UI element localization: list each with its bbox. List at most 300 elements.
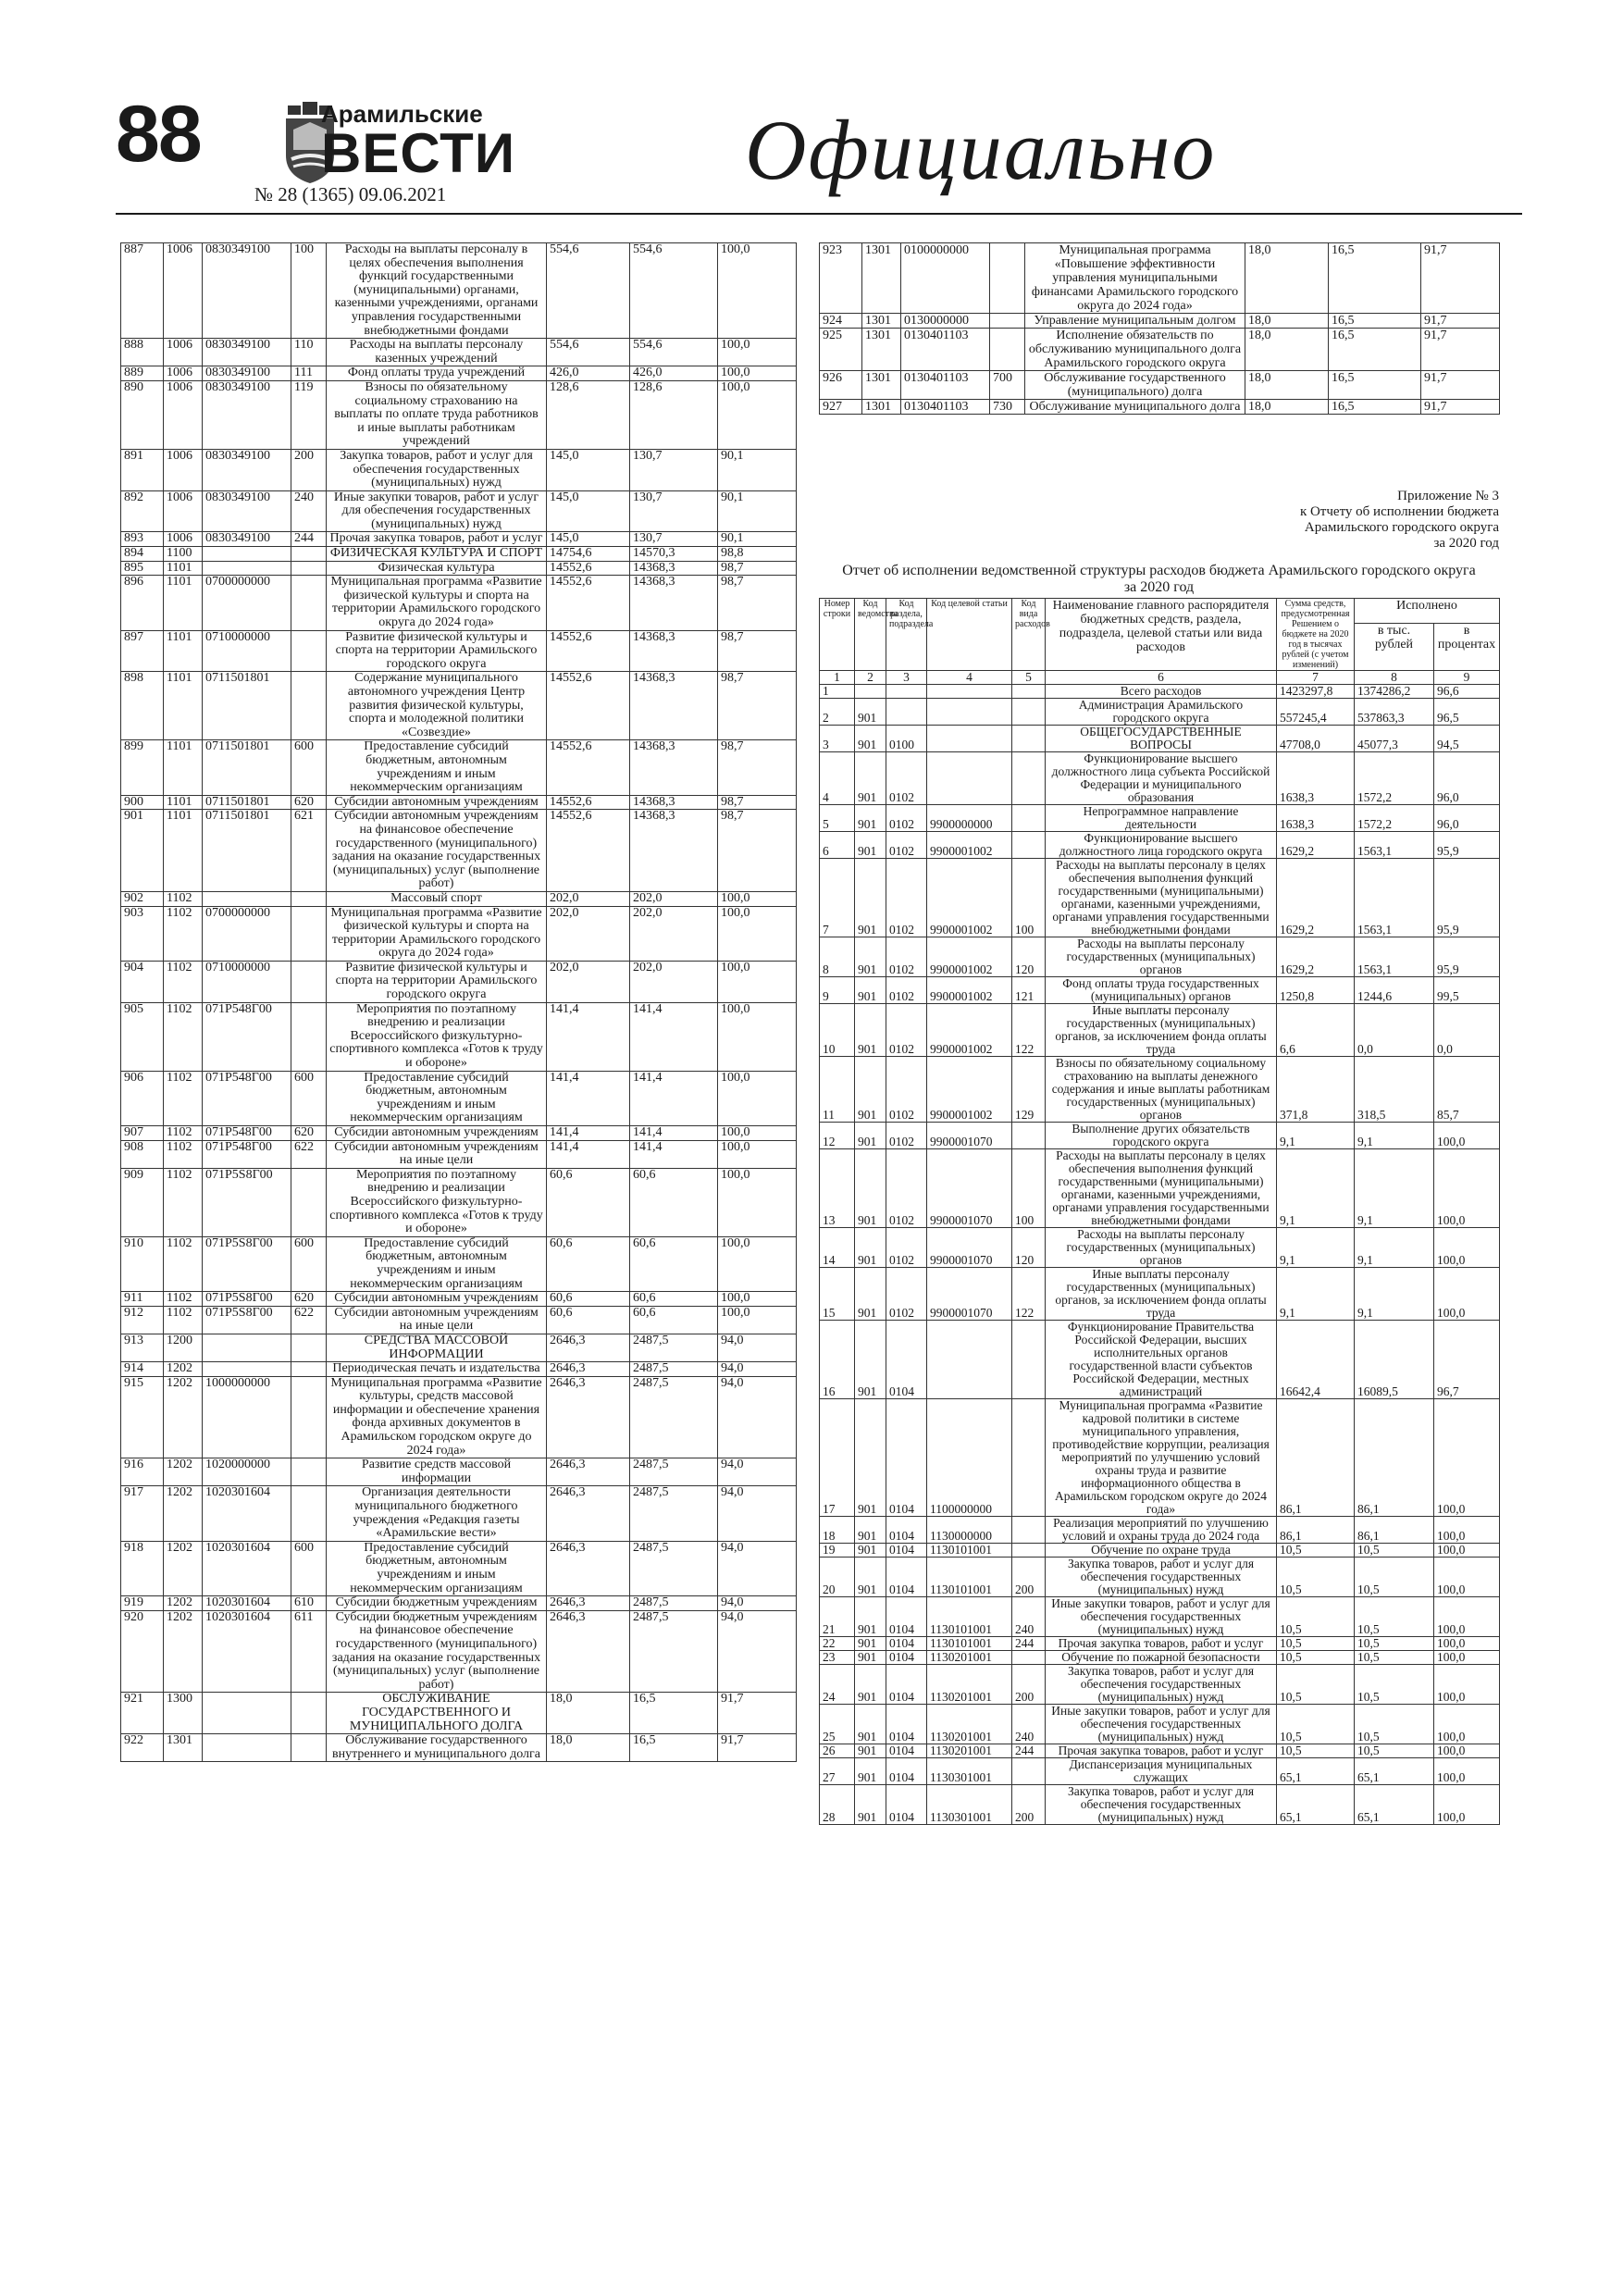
col-header-executed-percent: в процентах	[1434, 623, 1500, 670]
column-number-cell: 9	[1434, 671, 1500, 685]
table-cell: 141,4	[630, 1002, 718, 1071]
table-cell: 622	[291, 1306, 327, 1334]
table-cell-description: Организация деятельности муниципального бюджетного учреждения «Редакция газеты «Арамильские вести»	[327, 1486, 547, 1541]
table-cell: 901	[855, 832, 886, 859]
table-cell: 0830349100	[203, 449, 291, 490]
table-cell: 620	[291, 1292, 327, 1307]
section-title: Официально	[745, 103, 1217, 197]
table-cell: 2487,5	[630, 1596, 718, 1611]
appendix-note	[1138, 489, 1499, 552]
table-cell: 244	[291, 532, 327, 547]
table-cell: 9900001070	[927, 1149, 1012, 1228]
table-cell: 1563,1	[1355, 859, 1434, 937]
table-cell: 1102	[164, 1306, 203, 1334]
table-cell: 897	[121, 630, 164, 672]
table-cell: 1374286,2	[1355, 685, 1434, 699]
table-cell	[1012, 685, 1046, 699]
table-cell-description: Расходы на выплаты персоналу казенных учреждений	[327, 339, 547, 366]
table-cell: 1006	[164, 366, 203, 381]
table-row	[121, 1596, 797, 1611]
table-cell: 0130401103	[901, 400, 990, 415]
table-cell: 620	[291, 795, 327, 810]
table-cell: 901	[855, 805, 886, 832]
table-cell	[291, 1168, 327, 1236]
table-cell: 98,7	[718, 740, 797, 795]
table-cell: 9900001002	[927, 1004, 1012, 1057]
table-cell: 100	[291, 243, 327, 339]
table-cell: 9,1	[1277, 1149, 1355, 1228]
table-cell: 600	[291, 1541, 327, 1595]
table-cell	[291, 1376, 327, 1458]
table-cell: 200	[1012, 1785, 1046, 1825]
table-cell: 100,0	[1434, 1744, 1500, 1758]
table-cell	[291, 1362, 327, 1377]
table-row	[820, 1517, 1500, 1544]
table-cell: 1102	[164, 1126, 203, 1141]
table-cell: 98,7	[718, 561, 797, 576]
table-cell: 100,0	[718, 1306, 797, 1334]
table-cell	[291, 1734, 327, 1762]
table-cell: 100,0	[1434, 1123, 1500, 1149]
table-cell: 0102	[886, 1057, 927, 1123]
table-cell-description: СРЕДСТВА МАССОВОЙ ИНФОРМАЦИИ	[327, 1334, 547, 1361]
table-cell	[927, 726, 1012, 752]
table-cell: 100,0	[718, 339, 797, 366]
table-cell	[291, 1693, 327, 1734]
table-cell: 17	[820, 1399, 855, 1517]
table-cell: 2646,3	[547, 1458, 630, 1486]
table-row	[121, 1168, 797, 1236]
table-cell: 896	[121, 576, 164, 630]
table-row	[820, 314, 1500, 329]
table-cell-description: Развитие физической культуры и спорта на территории Арамильского городского округа	[327, 961, 547, 1002]
table-cell	[203, 1334, 291, 1361]
table-row	[820, 859, 1500, 937]
table-cell: 94,0	[718, 1334, 797, 1361]
table-cell: 96,7	[1434, 1321, 1500, 1399]
table-cell: 9900000000	[927, 805, 1012, 832]
table-cell: 110	[291, 339, 327, 366]
table-cell-description: Управление муниципальным долгом	[1025, 314, 1245, 329]
table-row	[121, 339, 797, 366]
table-cell: 0104	[886, 1785, 927, 1825]
table-row	[820, 1558, 1500, 1597]
table-row	[820, 1399, 1500, 1517]
table-cell: 24	[820, 1665, 855, 1705]
table-cell: 60,6	[630, 1306, 718, 1334]
table-row	[820, 1321, 1500, 1399]
table-cell: 120	[1012, 937, 1046, 977]
table-cell: 901	[855, 726, 886, 752]
table-cell-description: Обслуживание государственного (муниципального) долга	[1025, 371, 1245, 400]
table-cell: 371,8	[1277, 1057, 1355, 1123]
table-cell: 122	[1012, 1004, 1046, 1057]
table-cell: 91,7	[1421, 329, 1500, 371]
table-cell: 119	[291, 380, 327, 449]
table-cell: 86,1	[1277, 1399, 1355, 1517]
table-cell-description: Субсидии автономным учреждениям	[327, 1126, 547, 1141]
table-cell-description: Диспансеризация муниципальных служащих	[1046, 1758, 1277, 1785]
table-cell: 2	[820, 699, 855, 726]
table-cell: 9,1	[1277, 1123, 1355, 1149]
table-cell: 9900001070	[927, 1268, 1012, 1321]
table-cell: 2646,3	[547, 1376, 630, 1458]
table-cell: 111	[291, 366, 327, 381]
table-cell: 100,0	[1434, 1558, 1500, 1597]
table-cell: 2646,3	[547, 1362, 630, 1377]
table-cell: 887	[121, 243, 164, 339]
table-cell: 2646,3	[547, 1610, 630, 1693]
table-cell: 1629,2	[1277, 859, 1355, 937]
table-cell: 9900001002	[927, 859, 1012, 937]
table-cell: 16,5	[630, 1693, 718, 1734]
table-cell: 1301	[862, 400, 901, 415]
table-cell: 071P5S8Г00	[203, 1292, 291, 1307]
table-cell: 2646,3	[547, 1486, 630, 1541]
table-cell: 610	[291, 1596, 327, 1611]
table-cell: 1101	[164, 672, 203, 740]
table-row	[820, 1057, 1500, 1123]
table-cell-description: Предоставление субсидий бюджетным, автономным учреждениям и иным некоммерческим организациям	[327, 1236, 547, 1291]
table-cell: 6,6	[1277, 1004, 1355, 1057]
table-row	[121, 1126, 797, 1141]
table-cell: 240	[1012, 1705, 1046, 1744]
table-cell: 0100	[886, 726, 927, 752]
table-cell: 14754,6	[547, 547, 630, 562]
table-cell	[1012, 1321, 1046, 1399]
table-cell: 95,9	[1434, 832, 1500, 859]
table-cell: 1006	[164, 490, 203, 532]
table-cell: 14368,3	[630, 630, 718, 672]
table-row	[121, 1541, 797, 1595]
table-cell: 10,5	[1277, 1665, 1355, 1705]
table-cell: 901	[855, 1637, 886, 1651]
table-cell: 1102	[164, 1071, 203, 1125]
table-cell: 2646,3	[547, 1541, 630, 1595]
left-table-body	[121, 243, 797, 1762]
table-row	[820, 1123, 1500, 1149]
table-cell: 1006	[164, 380, 203, 449]
table-row	[820, 371, 1500, 400]
table-cell-description: Фонд оплаты труда государственных (муниципальных) органов	[1046, 977, 1277, 1004]
table-cell: 1101	[164, 810, 203, 892]
table-cell: 1202	[164, 1596, 203, 1611]
table-cell: 6	[820, 832, 855, 859]
table-row	[121, 1486, 797, 1541]
table-cell: 100,0	[1434, 1705, 1500, 1744]
table-cell: 0102	[886, 859, 927, 937]
table-cell: 10,5	[1355, 1744, 1434, 1758]
report-title-line: Отчет об исполнении ведомственной структуры расходов бюджета Арамильского городского округа	[842, 563, 1476, 578]
table-cell	[291, 561, 327, 576]
table-cell: 91,7	[1421, 371, 1500, 400]
table-cell: 95,9	[1434, 859, 1500, 937]
table-cell: 0102	[886, 805, 927, 832]
table-row	[820, 832, 1500, 859]
table-cell: 94,0	[718, 1610, 797, 1693]
table-cell: 2487,5	[630, 1334, 718, 1361]
table-cell	[855, 685, 886, 699]
table-cell	[203, 1362, 291, 1377]
table-cell: 888	[121, 339, 164, 366]
table-cell: 901	[855, 937, 886, 977]
table-row	[820, 329, 1500, 371]
table-cell: 1101	[164, 561, 203, 576]
table-cell: 14552,6	[547, 740, 630, 795]
table-cell: 1101	[164, 795, 203, 810]
table-cell: 1629,2	[1277, 937, 1355, 977]
table-cell: 9,1	[1355, 1268, 1434, 1321]
table-cell: 901	[855, 1268, 886, 1321]
expenditure-structure-table	[819, 598, 1500, 1825]
table-cell: 901	[855, 1665, 886, 1705]
table-row	[820, 400, 1500, 415]
table-cell: 16,5	[1329, 243, 1421, 314]
table-cell: 1301	[164, 1734, 203, 1762]
table-cell: 901	[855, 1004, 886, 1057]
table-cell: 919	[121, 1596, 164, 1611]
table-cell: 912	[121, 1306, 164, 1334]
table-row	[820, 937, 1500, 977]
table-cell: 901	[855, 1517, 886, 1544]
table-row	[121, 1734, 797, 1762]
table-cell: 2487,5	[630, 1541, 718, 1595]
table-cell: 1102	[164, 1292, 203, 1307]
table-cell: 0711501801	[203, 740, 291, 795]
report-title	[819, 563, 1499, 596]
table-cell: 10,5	[1355, 1637, 1434, 1651]
table-cell: 0130401103	[901, 329, 990, 371]
table-cell	[291, 547, 327, 562]
table-cell-description: Субсидии автономным учреждениям	[327, 795, 547, 810]
table-cell-description: Обслуживание муниципального долга	[1025, 400, 1245, 415]
table-cell: 26	[820, 1744, 855, 1758]
table-row	[121, 547, 797, 562]
table-cell: 202,0	[630, 961, 718, 1002]
table-row	[121, 891, 797, 906]
table-cell: 894	[121, 547, 164, 562]
table-cell: 202,0	[547, 891, 630, 906]
table-cell-description: Прочая закупка товаров, работ и услуг	[1046, 1637, 1277, 1651]
table-cell: 891	[121, 449, 164, 490]
header-divider	[116, 213, 1522, 215]
table-cell	[291, 961, 327, 1002]
table-cell: 91,7	[1421, 243, 1500, 314]
table-cell: 100,0	[1434, 1665, 1500, 1705]
table-cell-description: Функционирование Правительства Российской Федерации, высших исполнительных органов государственной власти субъектов Российской Федерации, местных администраций	[1046, 1321, 1277, 1399]
table-row	[820, 1637, 1500, 1651]
table-cell: 071P548Г00	[203, 1140, 291, 1168]
table-cell-description: Реализация мероприятий по улучшению условий и охраны труда до 2024 года	[1046, 1517, 1277, 1544]
table-cell-description: Обучение по пожарной безопасности	[1046, 1651, 1277, 1665]
table-cell: 1006	[164, 243, 203, 339]
table-cell: 621	[291, 810, 327, 892]
table-cell: 1006	[164, 532, 203, 547]
table-cell-description: Иные закупки товаров, работ и услуг для обеспечения государственных (муниципальных) нужд	[327, 490, 547, 532]
table-cell: 9,1	[1355, 1123, 1434, 1149]
table-cell-description: Иные выплаты персоналу государственных (муниципальных) органов, за исключением фонда оплаты труда	[1046, 1004, 1277, 1057]
table-cell: 1020301604	[203, 1610, 291, 1693]
table-cell: 100,0	[1434, 1149, 1500, 1228]
table-cell: 0830349100	[203, 380, 291, 449]
table-cell-description: Администрация Арамильского городского округа	[1046, 699, 1277, 726]
table-cell: 1202	[164, 1486, 203, 1541]
table-cell: 893	[121, 532, 164, 547]
table-cell	[886, 699, 927, 726]
table-cell: 0104	[886, 1744, 927, 1758]
col-header-planned-sum: Сумма средств, предусмотренная Решением о бюджете на 2020 год в тысячах рублей (с учетом изменений)	[1277, 599, 1355, 671]
table-cell-description: Взносы по обязательному социальному страхованию на выплаты по оплате труда работников и иные выплаты работникам учреждений	[327, 380, 547, 449]
table-cell: 1100000000	[927, 1399, 1012, 1517]
appendix-line: за 2020 год	[1433, 536, 1499, 551]
table-cell: 920	[121, 1610, 164, 1693]
table-cell: 12	[820, 1123, 855, 1149]
table-cell: 141,4	[630, 1126, 718, 1141]
table-cell: 1638,3	[1277, 752, 1355, 805]
table-row	[121, 961, 797, 1002]
table-cell: 1202	[164, 1541, 203, 1595]
table-cell	[291, 1002, 327, 1071]
table-cell: 100,0	[718, 1071, 797, 1125]
table-cell: 901	[855, 1758, 886, 1785]
table-row	[121, 1002, 797, 1071]
table-cell: 2487,5	[630, 1486, 718, 1541]
table-cell: 141,4	[630, 1140, 718, 1168]
report-title-line: за 2020 год	[1123, 579, 1195, 595]
table-cell: 071P548Г00	[203, 1071, 291, 1125]
table-cell: 18,0	[547, 1693, 630, 1734]
table-cell: 14552,6	[547, 795, 630, 810]
table-cell: 141,4	[547, 1071, 630, 1125]
table-cell: 1244,6	[1355, 977, 1434, 1004]
table-cell: 4	[820, 752, 855, 805]
table-cell: 1130000000	[927, 1517, 1012, 1544]
table-cell	[1012, 699, 1046, 726]
table-cell: 0102	[886, 1149, 927, 1228]
table-cell: 901	[855, 1705, 886, 1744]
table-row	[820, 243, 1500, 314]
table-cell: 0100000000	[901, 243, 990, 314]
column-number-row	[820, 671, 1500, 685]
table-cell-description: Субсидии бюджетным учреждениям на финансовое обеспечение государственного (муниципального) задания на оказание государственных (муниципальных) услуг (выполнение работ)	[327, 1610, 547, 1693]
table-cell: 1202	[164, 1376, 203, 1458]
table-cell: 14368,3	[630, 810, 718, 892]
table-row	[121, 576, 797, 630]
table-cell: 100,0	[1434, 1228, 1500, 1268]
table-cell: 60,6	[630, 1292, 718, 1307]
table-cell: 730	[990, 400, 1025, 415]
table-row	[121, 366, 797, 381]
table-cell: 0830349100	[203, 243, 291, 339]
table-cell-description: Предоставление субсидий бюджетным, автономным учреждениям и иным некоммерческим организациям	[327, 1071, 547, 1125]
table-cell: 91,7	[718, 1734, 797, 1762]
table-row	[121, 1306, 797, 1334]
table-cell-description: Субсидии автономным учреждениям на иные цели	[327, 1306, 547, 1334]
table-cell	[1012, 1517, 1046, 1544]
table-cell: 60,6	[630, 1168, 718, 1236]
table-cell: 244	[1012, 1637, 1046, 1651]
table-cell-description: Иные выплаты персоналу государственных (муниципальных) органов, за исключением фонда оплаты труда	[1046, 1268, 1277, 1321]
table-cell: 1563,1	[1355, 832, 1434, 859]
table-cell: 10,5	[1355, 1597, 1434, 1637]
table-cell: 10,5	[1277, 1651, 1355, 1665]
table-row	[121, 380, 797, 449]
right-top-table-body	[820, 243, 1500, 415]
table-cell: 18	[820, 1517, 855, 1544]
table-cell: 1101	[164, 576, 203, 630]
table-row	[820, 1268, 1500, 1321]
table-row	[820, 1705, 1500, 1744]
table-row	[121, 1362, 797, 1377]
table-cell: 100,0	[718, 1168, 797, 1236]
table-cell: 18,0	[1245, 243, 1329, 314]
table-cell: 1572,2	[1355, 752, 1434, 805]
table-cell: 200	[1012, 1665, 1046, 1705]
table-cell: 96,0	[1434, 752, 1500, 805]
table-cell: 0,0	[1355, 1004, 1434, 1057]
table-cell: 20	[820, 1558, 855, 1597]
table-cell: 60,6	[547, 1292, 630, 1307]
table-cell: 145,0	[547, 449, 630, 490]
table-cell: 98,7	[718, 795, 797, 810]
table-cell: 7	[820, 859, 855, 937]
table-cell: 071P5S8Г00	[203, 1168, 291, 1236]
table-cell: 9900001002	[927, 832, 1012, 859]
table-cell: 202,0	[630, 891, 718, 906]
table-row	[121, 810, 797, 892]
table-cell: 1200	[164, 1334, 203, 1361]
table-cell: 901	[121, 810, 164, 892]
table-cell: 100,0	[1434, 1268, 1500, 1321]
table-cell-description: Выполнение других обязательств городского округа	[1046, 1123, 1277, 1149]
table-cell: 1130101001	[927, 1597, 1012, 1637]
col-header-name: Наименование главного распорядителя бюджетных средств, раздела, подраздела, целевой статьи или вида расходов	[1046, 599, 1277, 671]
table-cell	[291, 1486, 327, 1541]
issue-info: № 28 (1365) 09.06.2021	[254, 183, 447, 205]
table-cell: 94,0	[718, 1596, 797, 1611]
table-cell: 1250,8	[1277, 977, 1355, 1004]
table-cell: 554,6	[547, 243, 630, 339]
table-cell: 3	[820, 726, 855, 752]
table-cell-description: Массовый спорт	[327, 891, 547, 906]
table-cell: 554,6	[547, 339, 630, 366]
table-row	[121, 243, 797, 339]
table-cell: 94,0	[718, 1486, 797, 1541]
table-cell: 14368,3	[630, 740, 718, 795]
table-cell: 0711501801	[203, 795, 291, 810]
table-cell: 18,0	[1245, 371, 1329, 400]
table-cell: 700	[990, 371, 1025, 400]
table-cell: 1301	[862, 371, 901, 400]
table-cell: 16	[820, 1321, 855, 1399]
table-cell-description: Мероприятия по поэтапному внедрению и реализации Всероссийского физкультурно-спортивного комплекса «Готов к труду и обороне»	[327, 1168, 547, 1236]
table-cell: 0104	[886, 1651, 927, 1665]
table-cell-description: Содержание муниципального автономного учреждения Центр развития физической культуры, спорта и молодежной политики «Созвездие»	[327, 672, 547, 740]
table-cell: 0104	[886, 1758, 927, 1785]
table-cell: 14368,3	[630, 576, 718, 630]
table-cell: 9900001002	[927, 937, 1012, 977]
table-cell: 1020301604	[203, 1541, 291, 1595]
table-row	[820, 1004, 1500, 1057]
table-cell: 98,7	[718, 576, 797, 630]
table-cell	[927, 685, 1012, 699]
table-cell: 121	[1012, 977, 1046, 1004]
table-cell: 65,1	[1277, 1758, 1355, 1785]
table-cell: 1301	[862, 329, 901, 371]
table-cell: 1102	[164, 1140, 203, 1168]
table-cell	[1012, 832, 1046, 859]
table-cell: 100,0	[718, 243, 797, 339]
